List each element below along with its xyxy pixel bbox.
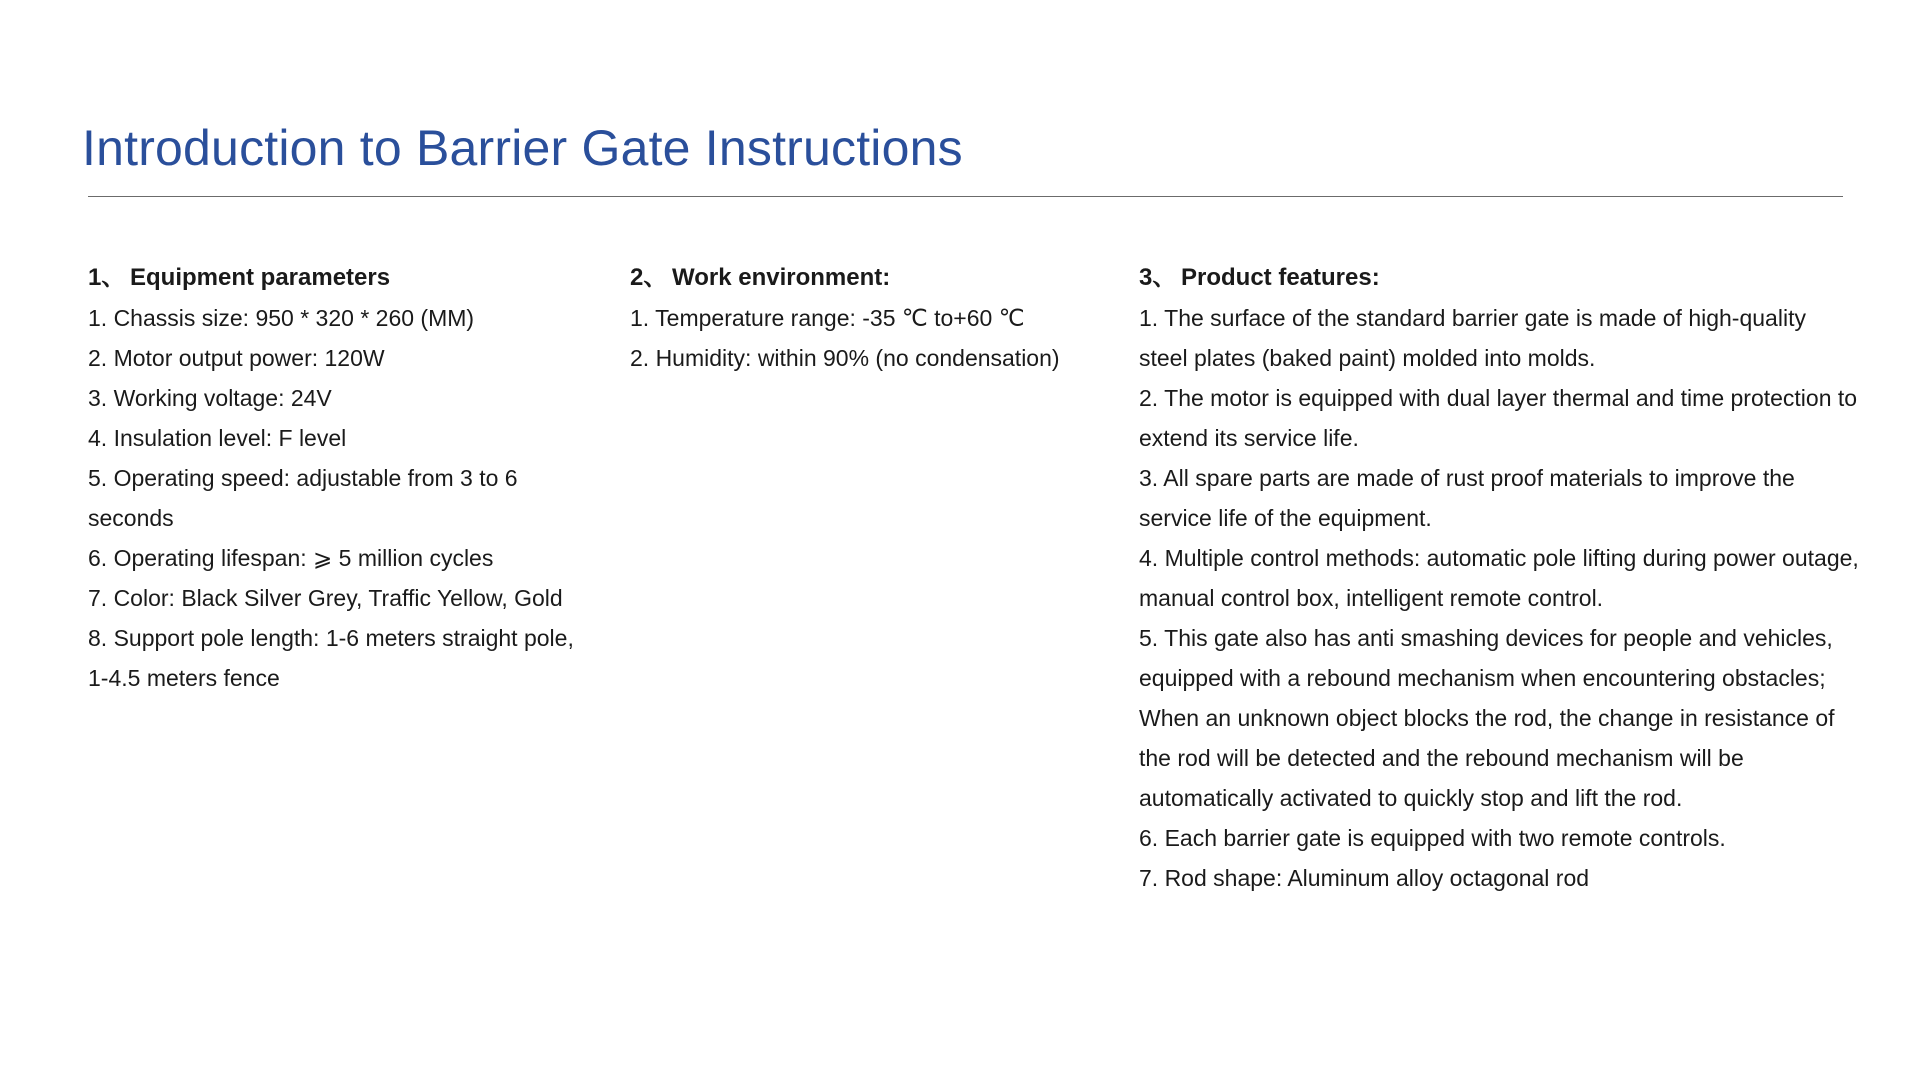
list-item: 6. Each barrier gate is equipped with two remote controls. xyxy=(1139,825,1726,851)
section-heading xyxy=(88,258,588,298)
section-equipment-parameters xyxy=(88,258,588,698)
section-title: Product features: xyxy=(1181,264,1380,291)
list-item: 5. This gate also has anti smashing devices for people and vehicles, equipped with a rebound mechanism when encountering obstacles; When an unknown object blocks the rod, the change in resistance of the rod will be detected and the rebound mechanism will be automatically activated to quickly stop and lift the rod. xyxy=(1139,625,1835,811)
list-item: 8. Support pole length: 1-6 meters straight pole, 1-4.5 meters fence xyxy=(88,625,574,691)
section-work-environment xyxy=(630,258,1100,378)
environment-list xyxy=(630,298,1100,378)
section-heading xyxy=(1139,258,1859,298)
section-title: Work environment: xyxy=(672,264,891,291)
section-product-features xyxy=(1139,258,1859,898)
list-item: 3. All spare parts are made of rust proof materials to improve the service life of the equipment. xyxy=(1139,465,1795,531)
section-number: 3、 xyxy=(1139,264,1177,291)
list-item: 3. Working voltage: 24V xyxy=(88,385,332,411)
list-item: 5. Operating speed: adjustable from 3 to 6 seconds xyxy=(88,465,518,531)
list-item: 2. The motor is equipped with dual layer thermal and time protection to extend its service life. xyxy=(1139,385,1858,451)
section-number: 2、 xyxy=(630,264,668,291)
feature-list xyxy=(1139,298,1859,898)
page-title: Introduction to Barrier Gate Instructions xyxy=(82,120,963,176)
list-item: 6. Operating lifespan: ⩾ 5 million cycles xyxy=(88,545,494,571)
list-item: 2. Humidity: within 90% (no condensation) xyxy=(630,345,1060,371)
section-heading xyxy=(630,258,1100,298)
list-item: 1. Chassis size: 950 * 320 * 260 (MM) xyxy=(88,305,475,331)
list-item: 7. Rod shape: Aluminum alloy octagonal rod xyxy=(1139,865,1590,891)
list-item: 1. The surface of the standard barrier gate is made of high-quality steel plates (baked paint) molded into molds. xyxy=(1139,305,1806,371)
section-number: 1、 xyxy=(88,264,126,291)
title-divider xyxy=(88,196,1843,197)
list-item: 1. Temperature range: -35 ℃ to+60 ℃ xyxy=(630,305,1025,331)
section-title: Equipment parameters xyxy=(130,264,391,291)
parameter-list xyxy=(88,298,588,698)
list-item: 2. Motor output power: 120W xyxy=(88,345,385,371)
list-item: 4. Multiple control methods: automatic pole lifting during power outage, manual control box, intelligent remote control. xyxy=(1139,545,1859,611)
list-item: 7. Color: Black Silver Grey, Traffic Yellow, Gold xyxy=(88,585,563,611)
list-item: 4. Insulation level: F level xyxy=(88,425,347,451)
